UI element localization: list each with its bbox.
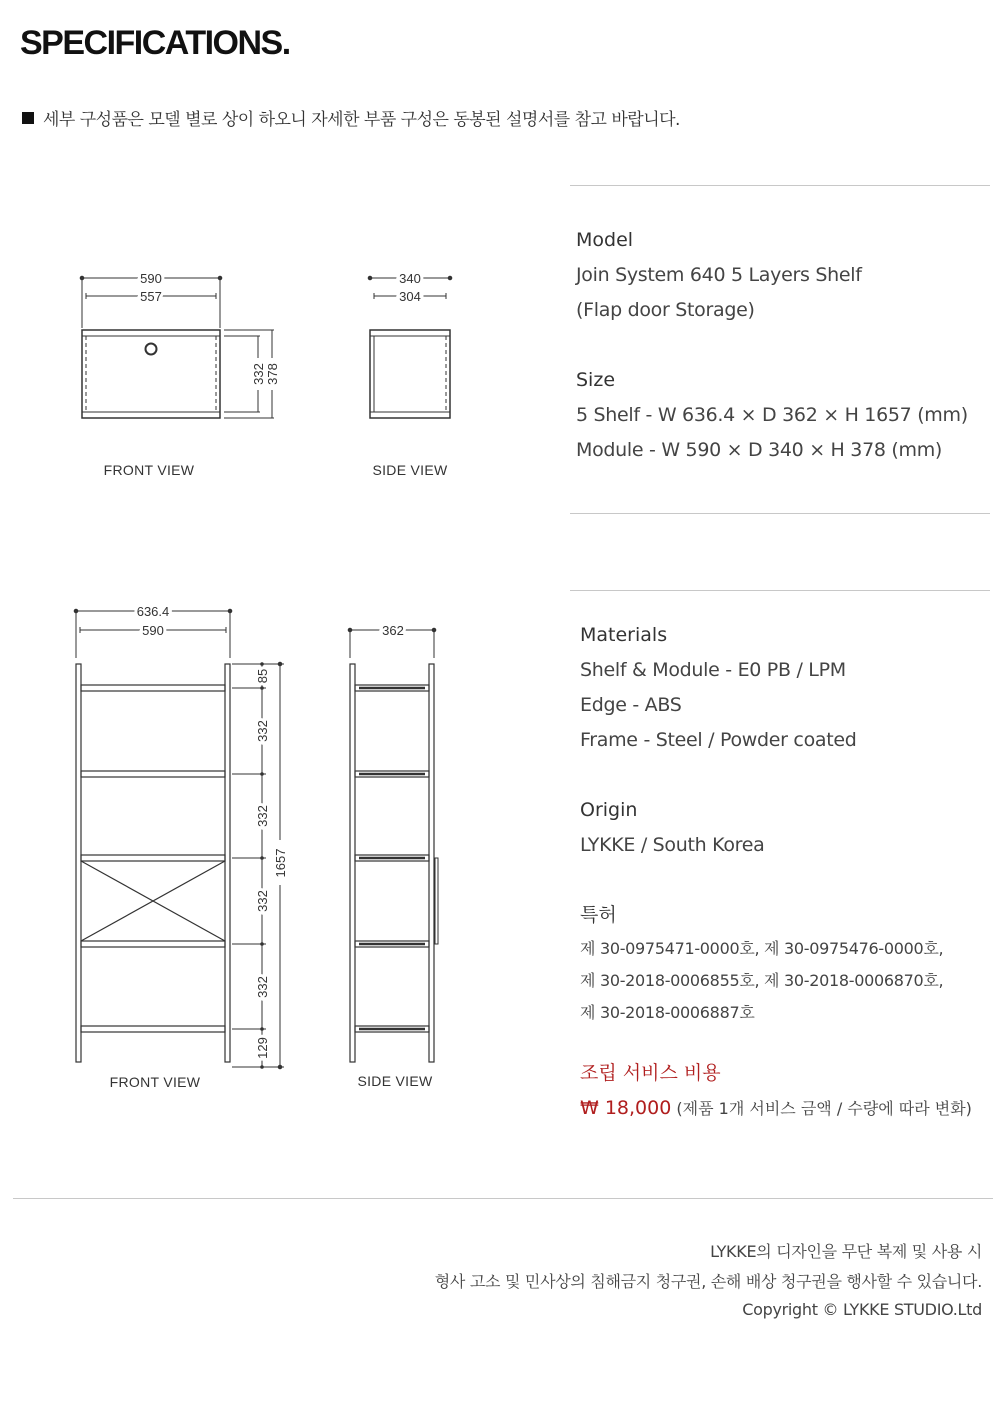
dim-width-inner: 557 [140,289,162,304]
spec-model-size [576,223,968,503]
dim-segment: 129 [255,1037,270,1059]
view-label: SIDE VIEW [372,462,448,478]
dim-segment: 332 [255,805,270,827]
module-front-drawing [60,260,300,490]
spec-line: Shelf & Module - E0 PB / LPM [580,659,846,681]
spec-line: Module - W 590 × D 340 × H 378 (mm) [576,439,943,461]
view-label: FRONT VIEW [109,1074,201,1090]
footer-copyright: Copyright © LYKKE STUDIO.Ltd [742,1300,982,1319]
dim-total-height: 1657 [273,848,288,878]
patent-line: 제 30-0975471-0000호, 제 30-0975476-0000호, [580,939,944,958]
dim-width-outer: 590 [140,271,162,286]
shelf-side-drawing [330,600,470,1100]
spec-patent [580,898,972,1029]
view-label: FRONT VIEW [103,462,195,478]
spec-materials [580,618,972,758]
spec-details [580,618,972,1126]
spec-label: Origin [580,799,638,821]
divider [570,185,990,186]
dim-segment: 332 [255,720,270,742]
divider [570,590,990,591]
dim-depth: 362 [382,623,404,638]
spec-model [576,223,968,328]
service-note: (제품 1개 서비스 금액 / 수량에 따라 변화) [676,1099,972,1118]
notice [22,105,680,130]
footer-line: LYKKE의 디자인을 무단 복제 및 사용 시 [710,1242,982,1261]
spec-label: 특허 [580,904,617,926]
dim-height-outer: 378 [265,363,280,385]
dim-width-inner: 590 [142,623,164,638]
divider [13,1198,993,1199]
spec-size [576,363,968,468]
spec-label: Model [576,229,634,251]
page-title: SPECIFICATIONS. [20,24,290,62]
square-bullet-icon [22,112,34,124]
service-price: ₩ 18,000 [580,1097,672,1119]
dim-segment: 332 [255,890,270,912]
spec-line: 5 Shelf - W 636.4 × D 362 × H 1657 (mm) [576,404,968,426]
notice-text: 세부 구성품은 모델 별로 상이 하오니 자세한 부품 구성은 동봉된 설명서를 참고 바랍니다. [43,110,680,130]
divider [570,513,990,514]
service-price-row [580,1091,972,1126]
spec-label: Size [576,369,616,391]
spec-line: LYKKE / South Korea [580,834,765,856]
footer-line: 형사 고소 및 민사상의 침해금지 청구권, 손해 배상 청구권을 행사할 수 있습니다. [434,1272,982,1291]
spec-service [580,1055,972,1126]
spec-label: Materials [580,624,668,646]
dim-depth-outer: 340 [399,271,421,286]
spec-line: Frame - Steel / Powder coated [580,729,857,751]
shelf-front-drawing [60,600,300,1100]
dim-height-inner: 332 [251,363,266,385]
spec-origin [580,793,972,863]
service-label: 조립 서비스 비용 [580,1062,721,1084]
patent-line: 제 30-2018-0006887호 [580,1003,755,1022]
patent-line: 제 30-2018-0006855호, 제 30-2018-0006870호, [580,971,944,990]
dim-segment: 85 [255,668,270,684]
module-side-drawing [350,260,480,490]
view-label: SIDE VIEW [357,1073,433,1089]
dim-segment: 332 [255,976,270,998]
dim-width-outer: 636.4 [136,604,170,619]
spec-line: Edge - ABS [580,694,682,716]
dim-depth-inner: 304 [399,289,421,304]
spec-line: (Flap door Storage) [576,299,755,321]
spec-line: Join System 640 5 Layers Shelf [576,264,862,286]
